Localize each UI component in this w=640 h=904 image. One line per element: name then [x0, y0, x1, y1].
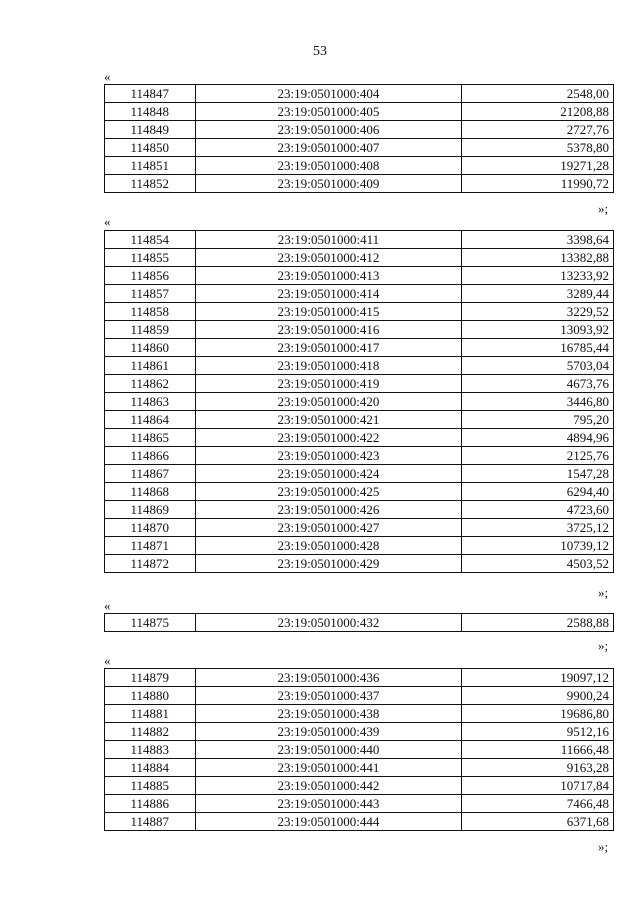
table-row — [105, 705, 614, 723]
table-row — [105, 175, 614, 193]
cadastral-number-cell: 23:19:0501000:425 — [195, 483, 462, 501]
table-row — [105, 614, 614, 632]
table-row — [105, 357, 614, 375]
amount-cell: 4723,60 — [462, 501, 614, 519]
table-row — [105, 285, 614, 303]
row-number-cell: 114847 — [105, 85, 196, 103]
cadastral-number-cell: 23:19:0501000:418 — [195, 357, 462, 375]
row-number-cell: 114867 — [105, 465, 196, 483]
table-row — [105, 157, 614, 175]
amount-cell: 10717,84 — [462, 777, 614, 795]
table-row — [105, 249, 614, 267]
row-number-cell: 114862 — [105, 375, 196, 393]
cadastral-number-cell: 23:19:0501000:444 — [195, 813, 462, 831]
cadastral-number-cell: 23:19:0501000:421 — [195, 411, 462, 429]
amount-cell: 2125,76 — [462, 447, 614, 465]
row-number-cell: 114880 — [105, 687, 196, 705]
row-number-cell: 114887 — [105, 813, 196, 831]
row-number-cell: 114859 — [105, 321, 196, 339]
row-number-cell: 114855 — [105, 249, 196, 267]
row-number-cell: 114848 — [105, 103, 196, 121]
row-number-cell: 114863 — [105, 393, 196, 411]
amount-cell: 21208,88 — [462, 103, 614, 121]
amount-cell: 2548,00 — [462, 85, 614, 103]
row-number-cell: 114885 — [105, 777, 196, 795]
table-row — [105, 501, 614, 519]
cadastral-number-cell: 23:19:0501000:409 — [195, 175, 462, 193]
cadastral-number-cell: 23:19:0501000:427 — [195, 519, 462, 537]
table-row — [105, 669, 614, 687]
cadastral-number-cell: 23:19:0501000:424 — [195, 465, 462, 483]
table-row — [105, 447, 614, 465]
close-quote: »; — [598, 201, 609, 216]
open-quote: « — [104, 598, 111, 613]
close-quote: »; — [598, 839, 609, 854]
table-row — [105, 429, 614, 447]
row-number-cell: 114857 — [105, 285, 196, 303]
cadastral-number-cell: 23:19:0501000:432 — [195, 614, 462, 632]
table-row — [105, 303, 614, 321]
row-number-cell: 114875 — [105, 614, 196, 632]
row-number-cell: 114870 — [105, 519, 196, 537]
cadastral-number-cell: 23:19:0501000:438 — [195, 705, 462, 723]
cadastral-number-cell: 23:19:0501000:415 — [195, 303, 462, 321]
table-row — [105, 795, 614, 813]
table-row — [105, 537, 614, 555]
table-row — [105, 519, 614, 537]
table-row — [105, 85, 614, 103]
table-row — [105, 465, 614, 483]
page-number: 53 — [313, 44, 327, 59]
open-quote: « — [104, 653, 111, 668]
cadastral-number-cell: 23:19:0501000:406 — [195, 121, 462, 139]
row-number-cell: 114861 — [105, 357, 196, 375]
table-row — [105, 411, 614, 429]
table-row — [105, 723, 614, 741]
table-row — [105, 139, 614, 157]
cadastral-number-cell: 23:19:0501000:417 — [195, 339, 462, 357]
amount-cell: 2727,76 — [462, 121, 614, 139]
data-table-3 — [104, 613, 614, 632]
amount-cell: 13233,92 — [462, 267, 614, 285]
cadastral-number-cell: 23:19:0501000:426 — [195, 501, 462, 519]
cadastral-number-cell: 23:19:0501000:413 — [195, 267, 462, 285]
amount-cell: 10739,12 — [462, 537, 614, 555]
table-row — [105, 339, 614, 357]
row-number-cell: 114881 — [105, 705, 196, 723]
amount-cell: 5378,80 — [462, 139, 614, 157]
cadastral-number-cell: 23:19:0501000:440 — [195, 741, 462, 759]
amount-cell: 4894,96 — [462, 429, 614, 447]
amount-cell: 13382,88 — [462, 249, 614, 267]
amount-cell: 3289,44 — [462, 285, 614, 303]
close-quote: »; — [598, 585, 609, 600]
cadastral-number-cell: 23:19:0501000:405 — [195, 103, 462, 121]
table-row — [105, 687, 614, 705]
cadastral-number-cell: 23:19:0501000:429 — [195, 555, 462, 573]
row-number-cell: 114850 — [105, 139, 196, 157]
row-number-cell: 114865 — [105, 429, 196, 447]
amount-cell: 7466,48 — [462, 795, 614, 813]
table-row — [105, 759, 614, 777]
cadastral-number-cell: 23:19:0501000:422 — [195, 429, 462, 447]
data-table-4 — [104, 668, 614, 831]
amount-cell: 9512,16 — [462, 723, 614, 741]
amount-cell: 2588,88 — [462, 614, 614, 632]
table-row — [105, 741, 614, 759]
data-table-2 — [104, 230, 614, 573]
amount-cell: 795,20 — [462, 411, 614, 429]
cadastral-number-cell: 23:19:0501000:423 — [195, 447, 462, 465]
row-number-cell: 114858 — [105, 303, 196, 321]
row-number-cell: 114856 — [105, 267, 196, 285]
amount-cell: 4503,52 — [462, 555, 614, 573]
row-number-cell: 114869 — [105, 501, 196, 519]
row-number-cell: 114851 — [105, 157, 196, 175]
row-number-cell: 114871 — [105, 537, 196, 555]
cadastral-number-cell: 23:19:0501000:437 — [195, 687, 462, 705]
table-row — [105, 777, 614, 795]
amount-cell: 3446,80 — [462, 393, 614, 411]
cadastral-number-cell: 23:19:0501000:416 — [195, 321, 462, 339]
table-row — [105, 231, 614, 249]
close-quote: »; — [598, 638, 609, 653]
cadastral-number-cell: 23:19:0501000:407 — [195, 139, 462, 157]
row-number-cell: 114872 — [105, 555, 196, 573]
row-number-cell: 114854 — [105, 231, 196, 249]
data-table-1 — [104, 84, 614, 193]
table-row — [105, 555, 614, 573]
row-number-cell: 114879 — [105, 669, 196, 687]
amount-cell: 19686,80 — [462, 705, 614, 723]
open-quote: « — [104, 69, 111, 84]
amount-cell: 5703,04 — [462, 357, 614, 375]
cadastral-number-cell: 23:19:0501000:441 — [195, 759, 462, 777]
amount-cell: 6294,40 — [462, 483, 614, 501]
amount-cell: 9900,24 — [462, 687, 614, 705]
table-row — [105, 267, 614, 285]
amount-cell: 11666,48 — [462, 741, 614, 759]
cadastral-number-cell: 23:19:0501000:419 — [195, 375, 462, 393]
row-number-cell: 114882 — [105, 723, 196, 741]
cadastral-number-cell: 23:19:0501000:412 — [195, 249, 462, 267]
amount-cell: 9163,28 — [462, 759, 614, 777]
table-row — [105, 103, 614, 121]
amount-cell: 1547,28 — [462, 465, 614, 483]
amount-cell: 19271,28 — [462, 157, 614, 175]
row-number-cell: 114884 — [105, 759, 196, 777]
cadastral-number-cell: 23:19:0501000:411 — [195, 231, 462, 249]
cadastral-number-cell: 23:19:0501000:408 — [195, 157, 462, 175]
cadastral-number-cell: 23:19:0501000:414 — [195, 285, 462, 303]
cadastral-number-cell: 23:19:0501000:442 — [195, 777, 462, 795]
table-row — [105, 321, 614, 339]
row-number-cell: 114849 — [105, 121, 196, 139]
cadastral-number-cell: 23:19:0501000:404 — [195, 85, 462, 103]
amount-cell: 3398,64 — [462, 231, 614, 249]
row-number-cell: 114866 — [105, 447, 196, 465]
row-number-cell: 114868 — [105, 483, 196, 501]
cadastral-number-cell: 23:19:0501000:420 — [195, 393, 462, 411]
amount-cell: 4673,76 — [462, 375, 614, 393]
table-row — [105, 483, 614, 501]
row-number-cell: 114860 — [105, 339, 196, 357]
amount-cell: 3229,52 — [462, 303, 614, 321]
amount-cell: 11990,72 — [462, 175, 614, 193]
cadastral-number-cell: 23:19:0501000:428 — [195, 537, 462, 555]
amount-cell: 13093,92 — [462, 321, 614, 339]
amount-cell: 16785,44 — [462, 339, 614, 357]
row-number-cell: 114852 — [105, 175, 196, 193]
cadastral-number-cell: 23:19:0501000:436 — [195, 669, 462, 687]
cadastral-number-cell: 23:19:0501000:443 — [195, 795, 462, 813]
open-quote: « — [104, 214, 111, 229]
table-row — [105, 121, 614, 139]
table-row — [105, 393, 614, 411]
row-number-cell: 114864 — [105, 411, 196, 429]
row-number-cell: 114886 — [105, 795, 196, 813]
amount-cell: 19097,12 — [462, 669, 614, 687]
amount-cell: 3725,12 — [462, 519, 614, 537]
cadastral-number-cell: 23:19:0501000:439 — [195, 723, 462, 741]
amount-cell: 6371,68 — [462, 813, 614, 831]
table-row — [105, 375, 614, 393]
row-number-cell: 114883 — [105, 741, 196, 759]
table-row — [105, 813, 614, 831]
